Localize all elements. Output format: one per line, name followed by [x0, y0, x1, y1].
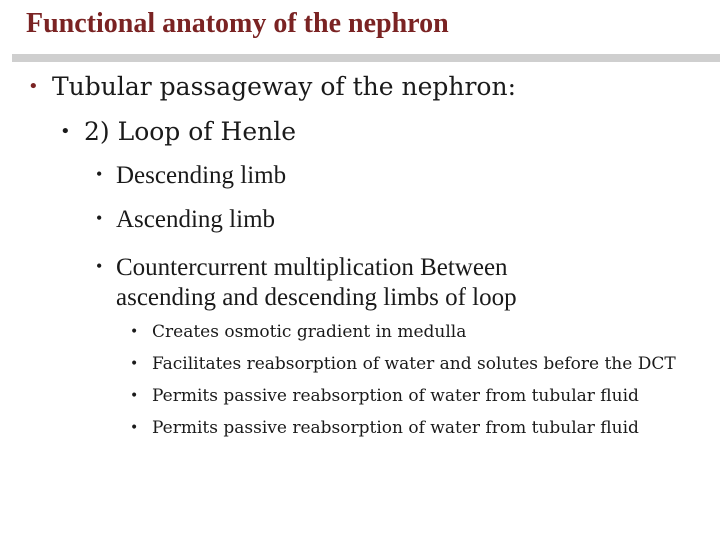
bullet-level4	[130, 418, 639, 438]
bullet-level3	[96, 162, 286, 190]
bullet-text: 2) Loop of Henle	[84, 117, 296, 146]
bullet-marker: •	[96, 208, 103, 228]
bullet-level3	[96, 206, 275, 234]
slide-title: Functional anatomy of the nephron	[26, 8, 449, 39]
bullet-text: Tubular passageway of the nephron:	[52, 72, 516, 101]
bullet-level4	[130, 354, 676, 374]
bullet-marker: •	[130, 388, 139, 404]
bullet-level4	[130, 386, 639, 406]
bullet-level4	[130, 322, 466, 342]
bullet-marker: •	[130, 420, 139, 436]
bullet-continuation: ascending and descending limbs of loop	[116, 284, 517, 311]
bullet-text: Permits passive reabsorption of water from tubular fluid	[152, 386, 639, 406]
bullet-text: Facilitates reabsorption of water and solutes before the DCT	[152, 354, 676, 374]
bullet-marker: •	[130, 324, 139, 340]
bullet-marker: •	[96, 164, 103, 184]
bullet-marker: •	[60, 121, 71, 142]
bullet-text: Permits passive reabsorption of water from tubular fluid	[152, 418, 639, 438]
bullet-marker: •	[130, 356, 139, 372]
bullet-level1	[28, 72, 516, 101]
bullet-text: Descending limb	[116, 162, 287, 189]
bullet-text: Countercurrent multiplication Between	[116, 254, 508, 281]
bullet-marker: •	[96, 256, 103, 276]
bullet-text: Creates osmotic gradient in medulla	[152, 322, 467, 342]
bullet-level2	[60, 117, 296, 146]
title-divider	[12, 54, 720, 62]
bullet-text: Ascending limb	[116, 206, 276, 233]
bullet-marker: •	[28, 76, 39, 97]
bullet-level3	[96, 254, 508, 282]
